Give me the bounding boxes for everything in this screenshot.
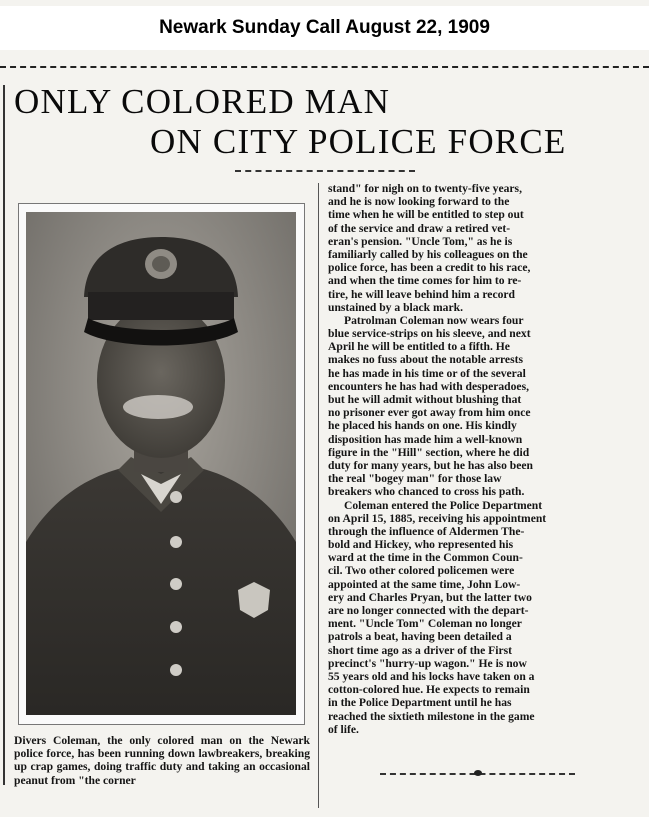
article-line: unstained by a black mark.: [328, 300, 463, 314]
article-line: breakers who chanced to cross his path.: [328, 485, 525, 499]
headline-rule: [235, 170, 415, 172]
article-column: [328, 182, 640, 736]
article-line: Patrolman Coleman now wears four: [344, 313, 524, 327]
article-line: figure in the "Hill" section, where he did: [328, 445, 530, 459]
article-line: bold and Hickey, who represented his: [328, 538, 514, 552]
portrait-photo: [26, 212, 296, 715]
column-border-left: [3, 85, 5, 785]
article-line: ery and Charles Pryan, but the latter two: [328, 590, 532, 604]
photo-caption: Divers Coleman, the only colored man on the Newark police force, has been running down lawbreakers, breaking up crap games, doing traffic duty and taking an occasional peanut from "the corner: [14, 734, 310, 787]
article-line: and when the time comes for him to re-: [328, 274, 522, 288]
article-line: encounters he has had with desperadoes,: [328, 379, 529, 393]
article-line: ward at the time in the Common Coun-: [328, 551, 523, 565]
end-ornament: [474, 770, 482, 776]
article-line: cil. Two other colored policemen were: [328, 564, 515, 578]
article-line: tire, he will leave behind him a record: [328, 287, 515, 301]
article-line: eran's pension. "Uncle Tom," as he is: [328, 234, 513, 248]
article-line: stand" for nigh on to twenty-five years,: [328, 182, 522, 195]
article-line: precinct's "hurry-up wagon." He is now: [328, 656, 527, 670]
article-line: April he will be entitled to a fifth. He: [328, 340, 510, 354]
citation-header: Newark Sunday Call August 22, 1909: [0, 6, 649, 50]
photo-frame: [18, 203, 305, 725]
article-line: appointed at the same time, John Low-: [328, 577, 521, 591]
article-line: police force, has been a credit to his race,: [328, 261, 531, 275]
article-line: of life.: [328, 722, 359, 736]
article-line: blue service-strips on his sleeve, and next: [328, 327, 531, 341]
article-line: in the Police Department until he has: [328, 696, 512, 710]
article-line: through the influence of Aldermen The-: [328, 524, 525, 538]
article-line: but he will admit without blushing that: [328, 393, 522, 406]
article-line: he placed his hands on one. His kindly: [328, 419, 517, 433]
article-line: of the service and draw a retired vet-: [328, 221, 511, 235]
article-line: duty for many years, but he has also been: [328, 458, 533, 472]
article-line: no prisoner ever got away from him once: [328, 406, 531, 420]
top-rule: [0, 66, 649, 68]
article-line: cotton-colored hue. He expects to remain: [328, 683, 530, 697]
article-line: ment. "Uncle Tom" Coleman no longer: [328, 617, 522, 631]
headline-line-2: ON CITY POLICE FORCE: [150, 122, 567, 161]
column-rule: [318, 183, 319, 808]
article-line: Coleman entered the Police Department: [344, 498, 543, 512]
article-line: makes no fuss about the notable arrests: [328, 353, 523, 367]
article-line: short time ago as a driver of the First: [328, 643, 512, 657]
article-line: patrols a beat, having been detailed a: [328, 630, 512, 644]
article-line: disposition has made him a well-known: [328, 432, 523, 446]
article-line: and he is now looking forward to the: [328, 195, 510, 209]
article-line: he has made in his time or of the several: [328, 366, 526, 380]
article-line: 55 years old and his locks have taken on a: [328, 669, 535, 683]
article-line: are no longer connected with the depart-: [328, 604, 529, 617]
headline-line-1: ONLY COLORED MAN: [14, 82, 391, 121]
article-line: on April 15, 1885, receiving his appointment: [328, 511, 547, 525]
article-line: time when he will be entitled to step out: [328, 208, 524, 222]
article-line: reached the sixtieth milestone in the game: [328, 709, 535, 723]
article-line: familiarly called by his colleagues on the: [328, 247, 528, 261]
article-line: the real "bogey man" for those law: [328, 472, 502, 486]
